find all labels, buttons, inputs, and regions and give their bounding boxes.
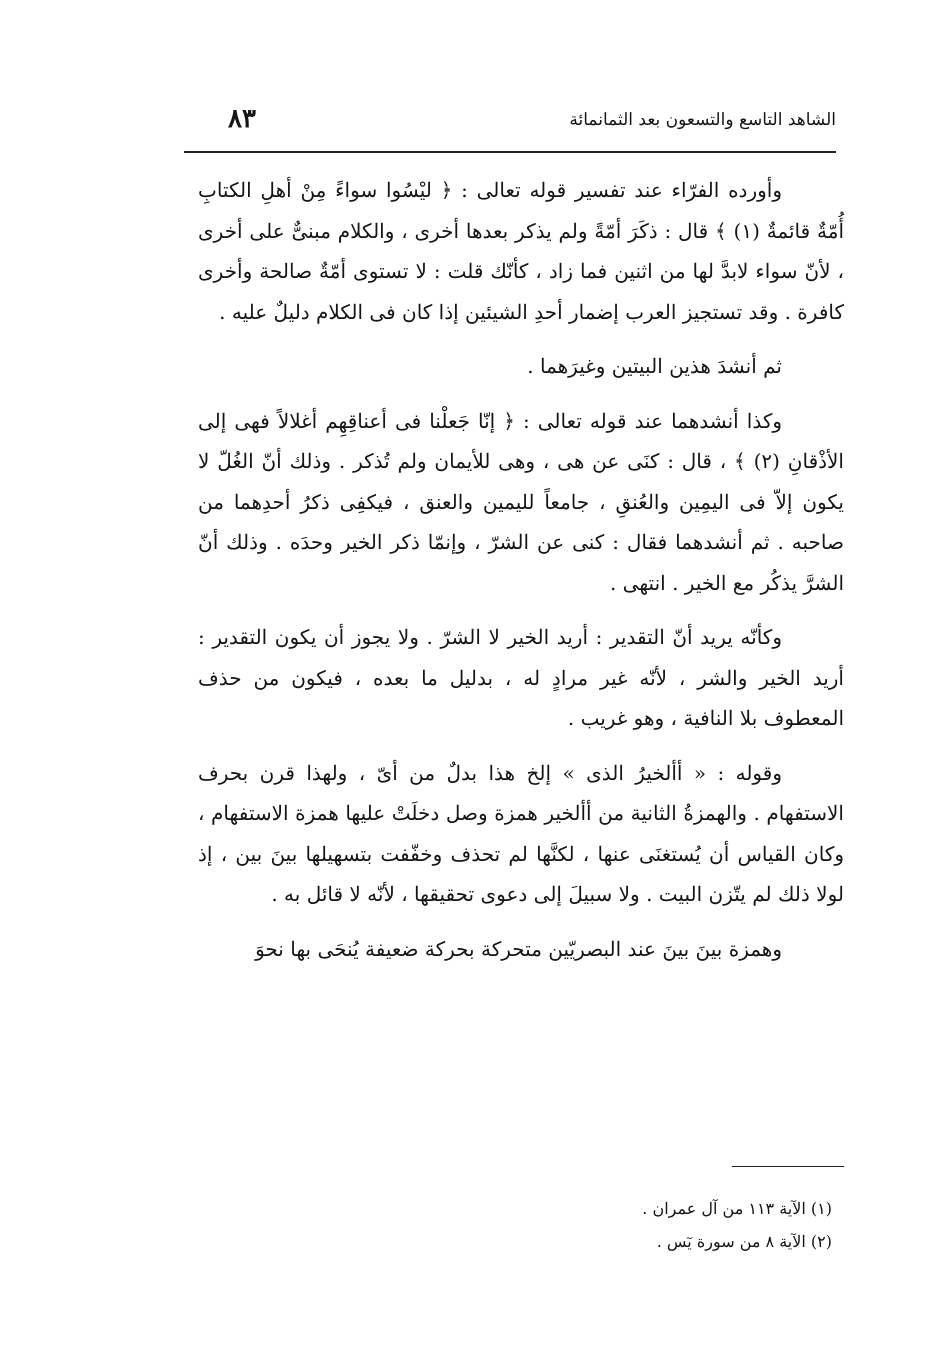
footnote-rule bbox=[732, 1166, 844, 1167]
footnote-2: (٢) الآية ٨ من سورة يٓس . bbox=[656, 1232, 832, 1251]
page-header bbox=[184, 104, 836, 144]
paragraph: وأورده الفرّاء عند تفسير قوله تعالى : ﴿ ليْسُوا سواءً مِنْ أهلِ الكتابِ أُمّةٌ قائمةٌ (١) ﴾ قال : ذكَرَ أمّةً ولم يذكر بعدها أخرى ، والكلام مبنىٌّ على أخرى ، لأنّ سواء لابدَّ لها من اثنين فما زاد ، كأنّك قلت : لا تستوى أمّةٌ صالحة وأخرى كافرة . وقد تستجيز العرب إضمار أحدِ الشيئين إذا كان فى الكلام دليلٌ عليه . bbox=[198, 178, 845, 324]
paragraph: وكأنّه يريد أنّ التقدير : أريد الخير لا الشرّ . ولا يجوز أن يكون التقدير : أريد الخير والشر ، لأنّه غير مرادٍ له ، بدليل ما بعده ، فيكون من حذف المعطوف بلا النافية ، وهو غريب . bbox=[198, 625, 844, 730]
body-text bbox=[198, 170, 844, 983]
footnotes bbox=[192, 1192, 832, 1258]
paragraph: وهمزة بينَ بينَ عند البصريّين متحركة بحركة ضعيفة يُنحَى بها نحوَ bbox=[255, 936, 782, 961]
footnote-1: (١) الآية ١١٣ من آل عمران . bbox=[642, 1199, 832, 1218]
paragraph: ثم أنشدَ هذين البيتين وغيرَهما . bbox=[527, 354, 782, 378]
paragraph: وقوله : « أألخيرُ الذى » إلخ هذا بدلٌ من أىّ ، ولهذا قرن بحرف الاستفهام . والهمزةُ الثانية من أألخير همزة وصل دخلَتْ عليها همزة الاستفهام ، وكان القياس أن يُستغنَى عنها ، لكنَّها لم تحذف وخفّفت بتسهيلها بينَ بين ، إذ لولا ذلك لم يتّزن البيت . ولا سبيلَ إلى دعوى تحقيقها ، لأنّه لا قائل به . bbox=[198, 760, 844, 906]
paragraph: وكذا أنشدهما عند قوله تعالى : ﴿ إنّا جَعلْنا فى أعناقِهِم أغلالاً فهى إلى الأذْقانِ (٢) ﴾ ، قال : كنَى عن هى ، وهى للأيمان ولم تُذكر . وذلك أنّ الغُلّ لا يكون إلاّ فى اليمِين والعُنقِ ، جامعاً لليمين والعنق ، فيكفِى ذكرُ أحدِهما من صاحبه . ثم أنشدهما فقال : كنى عن الشرّ ، وإنمّا ذكر الخير وحدَه . وذلك أنّ الشرَّ يذكُر مع الخير . انتهى . bbox=[198, 408, 844, 595]
running-title: الشاهد التاسع والتسعون بعد الثمانمائة bbox=[569, 110, 836, 130]
page-number: ٨٣ bbox=[228, 104, 256, 134]
header-rule bbox=[184, 151, 836, 153]
